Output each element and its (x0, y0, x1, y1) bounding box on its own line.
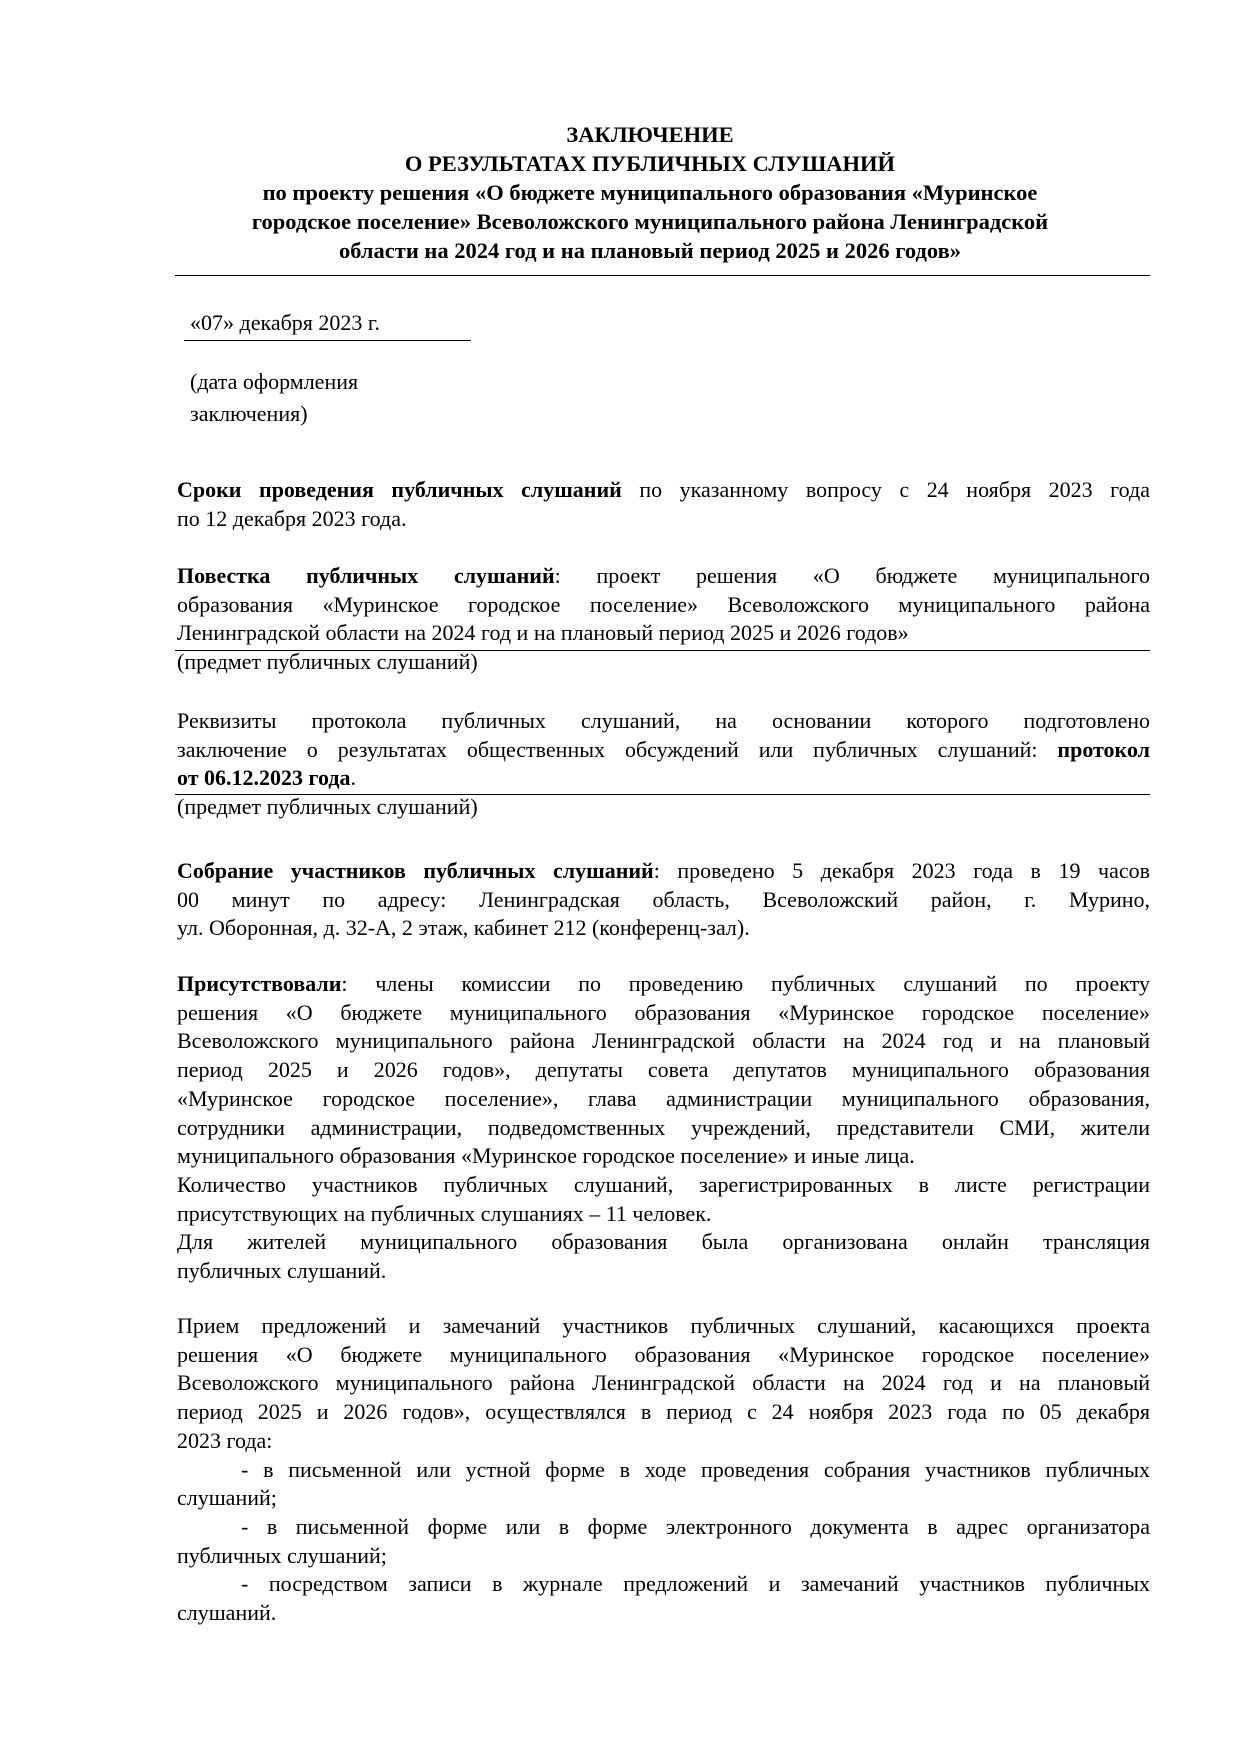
subtitle-line-2: городское поселение» Всеволожского муниципального района Ленинградской (251, 209, 1049, 234)
protocol-caption: (предмет публичных слушаний) (177, 794, 478, 820)
subtitle-line-3: области на 2024 год и на плановый период 2025 и 2026 годов» (338, 238, 961, 263)
terms-text: по указанному вопросу с 24 ноября 2023 года (621, 477, 1150, 502)
proposals-line-4: период 2025 и 2026 годов», осуществлялся в период с 24 ноября 2023 года по 05 декабря (177, 1399, 1150, 1425)
proposals-line-2: решения «О бюджете муниципального образования «Муринское городское поселение» (177, 1341, 1150, 1367)
document-date: «07» декабря 2023 г. (190, 310, 380, 335)
agenda-caption: (предмет публичных слушаний) (177, 649, 478, 675)
agenda-paragraph (177, 562, 1150, 677)
attendees-label: Присутствовали (177, 971, 342, 996)
protocol-underline (175, 794, 1150, 795)
attendees-line-5: «Муринское городское поселение», глава администрации муниципального образования, (177, 1085, 1150, 1111)
attendees-line-11: публичных слушаний. (177, 1258, 387, 1284)
proposals-item-3-cont: слушаний. (177, 1600, 277, 1626)
proposals-line-1: Прием предложений и замечаний участников публичных слушаний, касающихся проекта (177, 1313, 1150, 1338)
proposals-item-1-cont: слушаний; (177, 1485, 277, 1511)
terms-label: Сроки проведения публичных слушаний (177, 477, 622, 502)
meeting-text: : проведено 5 декабря 2023 года в 19 часов (653, 858, 1150, 883)
date-caption-line-2: заключения) (190, 401, 308, 426)
attendees-line-9: присутствующих на публичных слушаниях – 11 человек. (177, 1200, 712, 1226)
protocol-line-1: Реквизиты протокола публичных слушаний, на основании которого подготовлено (177, 708, 1150, 733)
meeting-label: Собрание участников публичных слушаний (177, 858, 654, 883)
protocol-text: заключение о результатах общественных обсуждений или публичных слушаний: (177, 736, 1058, 762)
agenda-underline (175, 650, 1150, 651)
agenda-line-2: образования «Муринское городское поселение» Всеволожского муниципального района (177, 591, 1150, 617)
protocol-bold: протокол (1057, 736, 1150, 762)
attendees-line-4: период 2025 и 2026 годов», депутаты совета депутатов муниципального образования (177, 1057, 1150, 1083)
proposals-line-5: 2023 года: (177, 1427, 273, 1453)
attendees-line-3: Всеволожского муниципального района Ленинградской области на 2024 год и на плановый (177, 1028, 1150, 1054)
date-caption (190, 366, 358, 430)
title-divider (175, 275, 1150, 276)
date-underline (184, 340, 471, 341)
date-caption-line-1: (дата оформления (190, 369, 359, 394)
document-title-block (175, 120, 1125, 265)
agenda-line-3: Ленинградской области на 2024 год и на плановый период 2025 и 2026 годов» (177, 620, 909, 646)
attendees-paragraph (177, 970, 1150, 1286)
attendees-line-2: решения «О бюджете муниципального образования «Муринское городское поселение» (177, 999, 1150, 1025)
attendees-line-6: сотрудники администрации, подведомственных учреждений, представители СМИ, жители (177, 1114, 1150, 1140)
attendees-line-8: Количество участников публичных слушаний, зарегистрированных в листе регистрации (177, 1171, 1150, 1197)
meeting-paragraph (177, 857, 1150, 943)
protocol-period: . (350, 765, 356, 791)
subtitle-line-1: по проекту решения «О бюджете муниципального образования «Муринское (262, 180, 1038, 205)
protocol-paragraph (177, 707, 1150, 822)
terms-line-2: по 12 декабря 2023 года. (177, 505, 407, 531)
title-line-2: О РЕЗУЛЬТАТАХ ПУБЛИЧНЫХ СЛУШАНИЙ (404, 151, 896, 176)
proposals-paragraph (177, 1312, 1150, 1628)
agenda-text: : проект решения «О бюджете муниципального (554, 563, 1150, 588)
protocol-date: от 06.12.2023 года (177, 765, 351, 791)
meeting-line-3: ул. Оборонная, д. 32-А, 2 этаж, кабинет 212 (конференц-зал). (177, 915, 750, 941)
proposals-item-1: - в письменной или устной форме в ходе проведения собрания участников публичных (241, 1456, 1150, 1482)
proposals-item-2: - в письменной форме или в форме электронного документа в адрес организатора (241, 1513, 1150, 1539)
proposals-line-3: Всеволожского муниципального района Ленинградской области на 2024 год и на плановый (177, 1370, 1150, 1396)
proposals-item-3: - посредством записи в журнале предложений и замечаний участников публичных (241, 1571, 1150, 1597)
title-line-1: ЗАКЛЮЧЕНИЕ (566, 122, 734, 147)
agenda-label: Повестка публичных слушаний (177, 563, 555, 588)
terms-paragraph (177, 476, 1150, 533)
proposals-item-2-cont: публичных слушаний; (177, 1542, 387, 1568)
attendees-line-7: муниципального образования «Муринское городское поселение» и иные лица. (177, 1143, 915, 1169)
attendees-line-10: Для жителей муниципального образования была организована онлайн трансляция (177, 1229, 1150, 1255)
meeting-line-2: 00 минут по адресу: Ленинградская область, Всеволожский район, г. Мурино, (177, 886, 1150, 912)
attendees-text: : члены комиссии по проведению публичных слушаний по проекту (341, 971, 1150, 996)
